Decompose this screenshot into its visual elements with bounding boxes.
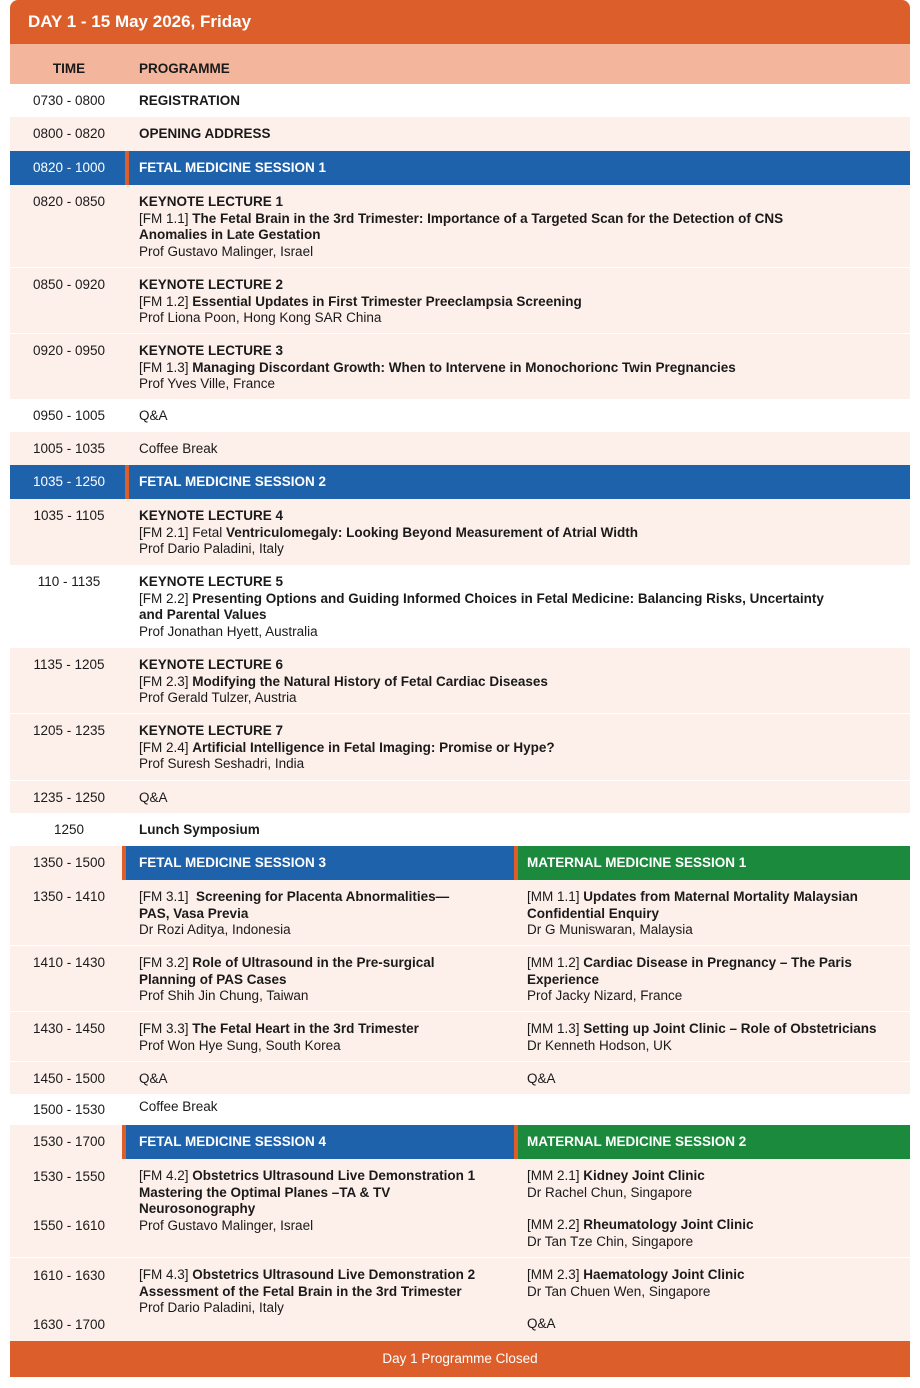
row-text: Lunch Symposium <box>139 822 260 837</box>
table-row <box>10 565 910 648</box>
lecture-label: KEYNOTE LECTURE 2 <box>139 277 284 292</box>
row-time: 1250 <box>53 822 85 837</box>
lecture-title-cont: Assessment of the Fetal Brain in the 3rd Trimester <box>139 1283 462 1299</box>
lecture-title: Essential Updates in First Trimester Preeclampsia Screening <box>192 293 582 309</box>
lecture-title: Cardiac Disease in Pregnancy – The Paris <box>583 955 852 970</box>
lecture-title: Haematology Joint Clinic <box>583 1267 745 1282</box>
lecture-title: Rheumatology Joint Clinic <box>583 1217 754 1232</box>
footer-text: Day 1 Programme Closed <box>382 1351 538 1366</box>
row-time: 1005 - 1035 <box>32 441 106 456</box>
table-row <box>10 1159 910 1258</box>
session-title: FETAL MEDICINE SESSION 2 <box>139 474 327 489</box>
lecture-code: [FM 1.1] <box>139 210 189 226</box>
lecture-code: [FM 2.3] <box>139 673 189 689</box>
lecture-label: KEYNOTE LECTURE 6 <box>139 657 284 672</box>
row-time: 1550 - 1610 <box>32 1218 106 1233</box>
lecture-speaker: Dr Rozi Aditya, Indonesia <box>139 922 291 937</box>
row-time: 1630 - 1700 <box>32 1317 106 1332</box>
lecture-title: The Fetal Brain in the 3rd Trimester: Importance of a Targeted Scan for the Detection of CNS Anomalies in Late Gestation <box>139 210 784 242</box>
time-column-header: TIME <box>52 61 86 76</box>
row-time: 1610 - 1630 <box>32 1268 106 1283</box>
row-time: 1135 - 1205 <box>33 657 105 672</box>
row-time: 1350 - 1410 <box>32 889 106 904</box>
row-text: Coffee Break <box>139 441 218 456</box>
lecture-block <box>139 194 819 260</box>
row-time: 1235 - 1250 <box>32 790 106 805</box>
lecture-title-cont: Neurosonography <box>139 1201 256 1216</box>
fetal-lecture <box>139 1267 509 1317</box>
programme-column-header: PROGRAMME <box>139 61 230 76</box>
fetal-session-header <box>122 846 514 880</box>
lecture-title: Artificial Intelligence in Fetal Imaging: Promise or Hype? <box>192 739 555 755</box>
maternal-lecture <box>527 955 907 1005</box>
lecture-title: Updates from Maternal Mortality Malaysian <box>583 889 858 904</box>
lecture-speaker: Dr Tan Chuen Wen, Singapore <box>527 1283 711 1299</box>
table-row <box>10 84 910 117</box>
lecture-code: [FM 2.1] Fetal <box>139 524 223 540</box>
lecture-code: [MM 1.2] <box>527 955 580 970</box>
lecture-code: [MM 1.3] <box>527 1021 580 1036</box>
row-text: Coffee Break <box>139 1099 218 1114</box>
lecture-block <box>139 277 839 327</box>
session-title: FETAL MEDICINE SESSION 1 <box>139 160 327 175</box>
row-time: 1450 - 1500 <box>32 1071 106 1086</box>
lecture-speaker: Prof Shih Jin Chung, Taiwan <box>139 988 309 1003</box>
maternal-lecture <box>527 1021 907 1054</box>
table-row <box>10 117 910 151</box>
table-row <box>10 334 910 399</box>
lecture-code: [FM 2.4] <box>139 739 189 755</box>
session-title: MATERNAL MEDICINE SESSION 2 <box>527 1134 747 1149</box>
lecture-title-cont: Experience <box>527 971 600 987</box>
lecture-code: [FM 3.3] <box>139 1021 189 1036</box>
lecture-block <box>139 657 839 707</box>
lecture-label: KEYNOTE LECTURE 5 <box>139 574 284 589</box>
table-row <box>10 185 910 268</box>
row-time: 1410 - 1430 <box>32 955 106 970</box>
lecture-title: Role of Ultrasound in the Pre-surgical <box>192 955 435 970</box>
row-time: 0920 - 0950 <box>32 343 106 358</box>
lecture-block <box>139 343 879 393</box>
table-row <box>10 399 910 432</box>
lecture-speaker: Prof Suresh Seshadri, India <box>139 756 305 771</box>
lecture-code: [MM 1.1] <box>527 889 580 904</box>
fetal-lecture <box>139 1168 509 1234</box>
table-row <box>10 813 910 846</box>
session-accent-bar <box>125 465 129 499</box>
session-accent-bar <box>122 846 126 880</box>
lecture-speaker: Prof Yves Ville, France <box>139 376 276 391</box>
fetal-lecture <box>139 889 509 939</box>
row-time: 1205 - 1235 <box>32 723 106 738</box>
row-time: 1035 - 1250 <box>32 474 106 489</box>
lecture-code: [FM 2.2] <box>139 590 189 606</box>
lecture-title: Obstetrics Ultrasound Live Demonstration 2 <box>192 1267 476 1282</box>
maternal-qa: Q&A <box>527 1316 556 1331</box>
table-row <box>10 1258 910 1341</box>
row-time: 1530 - 1550 <box>32 1169 106 1184</box>
table-row <box>10 1094 910 1125</box>
maternal-lecture <box>527 1267 907 1300</box>
row-time: 110 - 1135 <box>37 574 101 589</box>
lecture-code: [FM 3.1] <box>139 889 189 904</box>
lecture-title-cont: Confidential Enquiry <box>527 905 660 921</box>
lecture-title: Managing Discordant Growth: When to Intervene in Monochorionc Twin Pregnancies <box>192 359 736 375</box>
row-text: REGISTRATION <box>139 93 240 108</box>
maternal-qa: Q&A <box>527 1071 556 1086</box>
lecture-title: Modifying the Natural History of Fetal Cardiac Diseases <box>192 673 548 689</box>
lecture-title: Setting up Joint Clinic – Role of Obstetricians <box>583 1021 877 1036</box>
row-time: 0950 - 1005 <box>32 408 106 423</box>
lecture-label: KEYNOTE LECTURE 4 <box>139 508 284 523</box>
session-accent-bar <box>514 846 518 880</box>
lecture-block <box>139 574 839 640</box>
programme-closed-footer <box>10 1341 910 1377</box>
lecture-title: Presenting Options and Guiding Informed Choices in Fetal Medicine: Balancing Risks, Uncertainty and Parental Values <box>139 590 824 622</box>
maternal-lecture <box>527 1168 907 1201</box>
lecture-speaker: Prof Gerald Tulzer, Austria <box>139 690 297 705</box>
fetal-qa: Q&A <box>139 1071 168 1086</box>
row-text: Q&A <box>139 408 168 423</box>
fetal-lecture <box>139 1021 509 1054</box>
lecture-speaker: Prof Jacky Nizard, France <box>527 988 683 1003</box>
table-row <box>10 946 910 1012</box>
row-text: Q&A <box>139 790 168 805</box>
row-time: 0820 - 0850 <box>32 194 106 209</box>
lecture-speaker: Prof Gustavo Malinger, Israel <box>139 1217 314 1233</box>
lecture-code: [MM 2.2] <box>527 1217 580 1232</box>
lecture-title: Screening for Placenta Abnormalities— <box>196 889 450 904</box>
lecture-speaker: Dr G Muniswaran, Malaysia <box>527 922 693 937</box>
lecture-label: KEYNOTE LECTURE 3 <box>139 343 284 358</box>
row-time: 1035 - 1105 <box>33 508 105 523</box>
fetal-lecture <box>139 955 509 1005</box>
lecture-speaker: Prof Dario Paladini, Italy <box>139 541 284 556</box>
lecture-speaker: Prof Gustavo Malinger, Israel <box>139 243 314 259</box>
row-time: 1500 - 1530 <box>32 1102 106 1117</box>
lecture-speaker: Dr Rachel Chun, Singapore <box>527 1184 693 1200</box>
lecture-block <box>139 508 839 558</box>
session-accent-bar <box>125 151 129 185</box>
row-time: 0800 - 0820 <box>32 126 106 141</box>
table-row <box>10 432 910 465</box>
row-time: 0820 - 1000 <box>32 160 106 175</box>
table-header <box>10 44 910 84</box>
lecture-title: The Fetal Heart in the 3rd Trimester <box>192 1021 419 1036</box>
row-time: 0730 - 0800 <box>32 93 106 108</box>
session-title: FETAL MEDICINE SESSION 4 <box>139 1134 327 1149</box>
lecture-code: [FM 3.2] <box>139 955 189 970</box>
parallel-session-header <box>10 846 910 880</box>
lecture-code: [FM 1.3] <box>139 359 189 375</box>
session-header <box>10 151 910 185</box>
table-row <box>10 714 910 780</box>
lecture-speaker: Dr Tan Tze Chin, Singapore <box>527 1233 694 1249</box>
lecture-code: [MM 2.1] <box>527 1168 580 1183</box>
row-text: OPENING ADDRESS <box>139 126 271 141</box>
table-row <box>10 1061 910 1094</box>
maternal-lecture <box>527 1217 907 1250</box>
day-title: DAY 1 - 15 May 2026, Friday <box>10 0 910 44</box>
maternal-session-header <box>514 846 910 880</box>
lecture-speaker: Prof Jonathan Hyett, Australia <box>139 623 318 639</box>
lecture-code: [MM 2.3] <box>527 1267 580 1282</box>
lecture-title-cont: Mastering the Optimal Planes –TA & TV <box>139 1184 391 1200</box>
lecture-speaker: Dr Kenneth Hodson, UK <box>527 1037 672 1053</box>
session-accent-bar <box>514 1125 518 1159</box>
table-row <box>10 648 910 714</box>
lecture-title-cont: Planning of PAS Cases <box>139 971 287 987</box>
lecture-speaker: Prof Dario Paladini, Italy <box>139 1300 284 1315</box>
row-time: 1430 - 1450 <box>32 1021 106 1036</box>
lecture-title: Ventriculomegaly: Looking Beyond Measurement of Atrial Width <box>226 524 638 540</box>
table-row <box>10 268 910 334</box>
fetal-session-header <box>122 1125 514 1159</box>
table-row <box>10 499 910 565</box>
lecture-label: KEYNOTE LECTURE 7 <box>139 723 284 738</box>
lecture-code: [FM 4.3] <box>139 1267 189 1282</box>
session-header <box>10 465 910 499</box>
lecture-label: KEYNOTE LECTURE 1 <box>139 194 284 209</box>
lecture-code: [FM 1.2] <box>139 293 189 309</box>
table-row <box>10 780 910 813</box>
lecture-block <box>139 723 839 773</box>
table-row <box>10 880 910 946</box>
row-time: 0850 - 0920 <box>32 277 106 292</box>
maternal-session-header <box>514 1125 910 1159</box>
lecture-title-cont: PAS, Vasa Previa <box>139 905 249 921</box>
row-time: 1350 - 1500 <box>32 855 106 870</box>
lecture-speaker: Prof Won Hye Sung, South Korea <box>139 1037 341 1053</box>
session-title: MATERNAL MEDICINE SESSION 1 <box>527 855 747 870</box>
session-accent-bar <box>122 1125 126 1159</box>
session-title: FETAL MEDICINE SESSION 3 <box>139 855 327 870</box>
maternal-lecture <box>527 889 907 939</box>
lecture-title: Kidney Joint Clinic <box>583 1168 705 1183</box>
lecture-speaker: Prof Liona Poon, Hong Kong SAR China <box>139 310 382 325</box>
row-time: 1530 - 1700 <box>32 1134 106 1149</box>
parallel-session-header <box>10 1125 910 1159</box>
lecture-code: [FM 4.2] <box>139 1168 189 1183</box>
lecture-title: Obstetrics Ultrasound Live Demonstration 1 <box>192 1168 476 1183</box>
table-row <box>10 1012 910 1061</box>
